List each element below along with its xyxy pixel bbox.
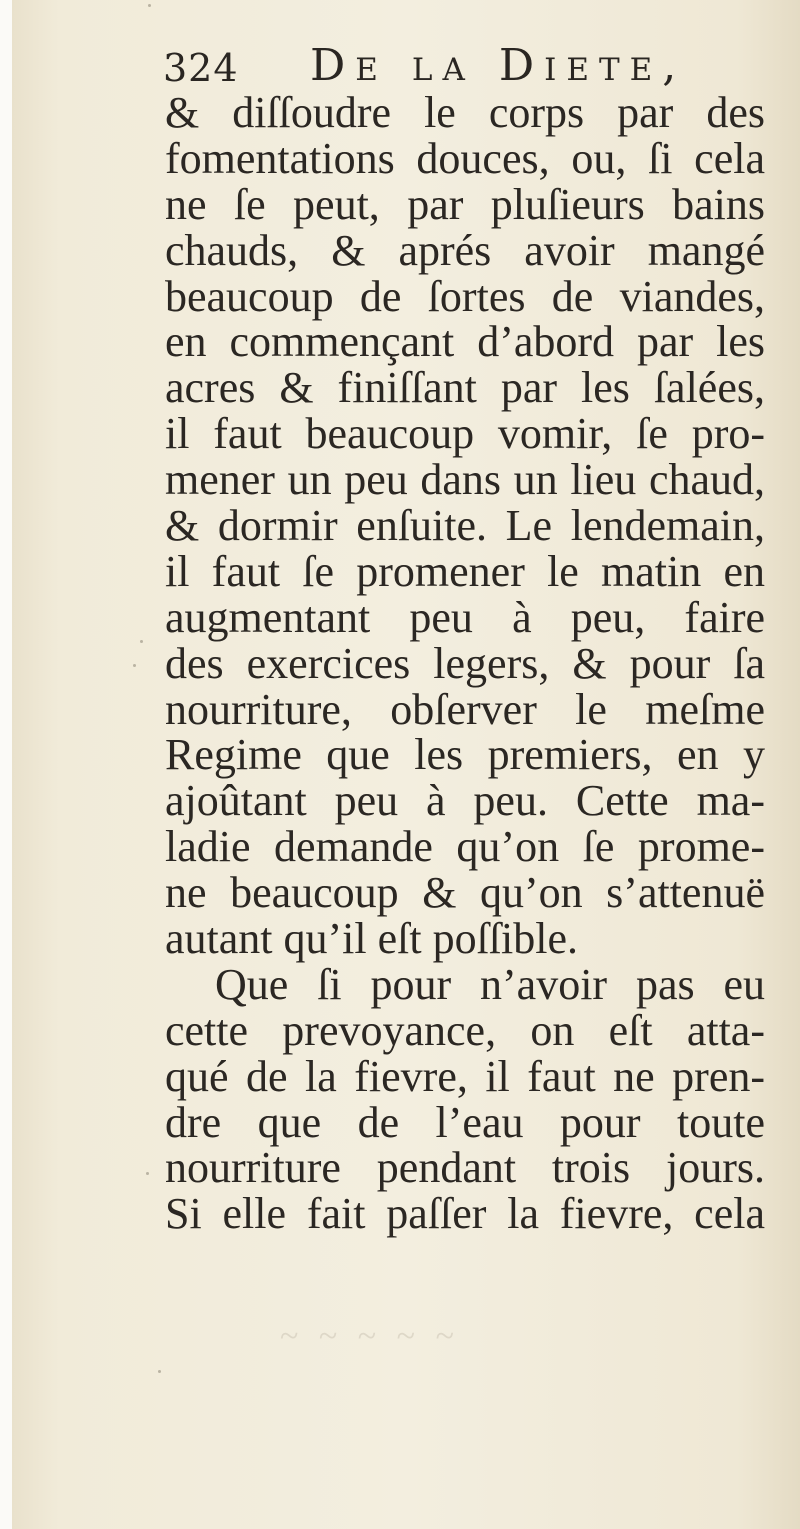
text-line: en commençant d’abord par les [165,317,765,367]
text-line: ajoûtant peu à peu. Cette ma- [165,776,765,826]
text-line: nourriture, obſerver le meſme [165,684,765,734]
ink-speck [158,1370,161,1373]
text-line: Si elle fait paſſer la fievre, cela [165,1189,765,1239]
text-line: & diſſoudre le corps par des [165,88,765,137]
text-line: Regime que les premiers, en y [165,730,765,780]
text-line: nourriture pendant trois jours. [165,1143,765,1193]
text-line: mener un peu dans un lieu chaud, [165,455,765,505]
text-line: cette prevoyance, on eſt atta- [165,1005,765,1055]
text-line: augmentant peu à peu, faire [165,592,765,642]
text-line: qué de la fievre, il faut ne pren- [165,1051,765,1101]
text-line: chauds, & aprés avoir mangé [165,225,765,275]
page-number: 324 [163,46,239,90]
text-line: acres & finiſſant par les ſalées, [165,363,765,413]
text-line: dre que de l’eau pour toute [165,1097,765,1147]
text-line: autant qu’il eſt poſſible. [165,914,579,964]
text-line: ne beaucoup & qu’on s’attenuë [165,868,765,918]
ink-speck [140,640,143,643]
show-through-ink: ~ ~ ~ ~ ~ [280,1318,460,1355]
ink-speck [148,4,151,7]
text-line: fomentations douces, ou, ſi cela [165,133,765,183]
text-line: ne ſe peut, par pluſieurs bains [165,179,765,229]
text-line: & dormir enſuite. Le lendemain, [165,501,765,551]
text-line: beaucoup de ſortes de viandes, [165,271,765,321]
text-line: ladie demande qu’on ſe prome- [165,822,765,872]
text-line: il faut beaucoup vomir, ſe pro- [165,409,765,459]
running-header [163,36,723,96]
body-text [165,90,765,1237]
text-line: il faut ſe promener le matin en [165,546,765,596]
scan-margin [0,0,12,1529]
ink-speck [133,664,136,667]
ink-speck [146,1172,149,1175]
running-title: De la Diete, [310,40,687,91]
paragraph-start-line: Que ſi pour n’avoir pas eu [215,959,765,1009]
text-line: des exercices legers, & pour ſa [165,638,765,688]
